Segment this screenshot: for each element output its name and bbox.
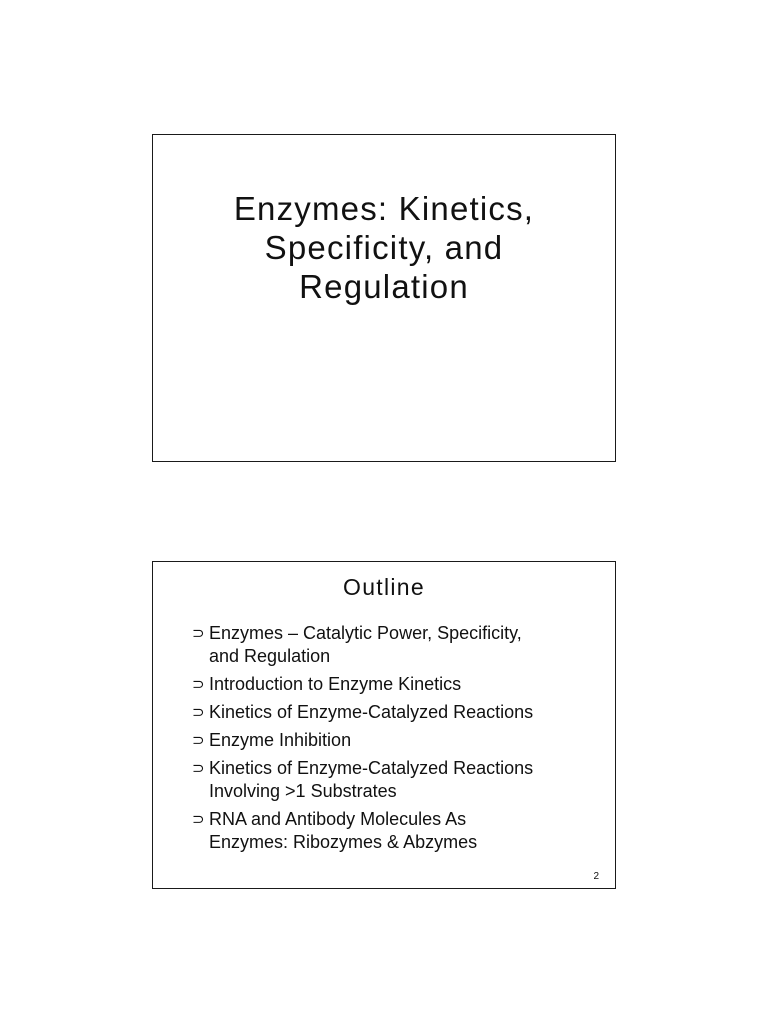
arrow-bullet-icon: ⊃ [192, 759, 205, 777]
arrow-bullet-icon: ⊃ [192, 675, 205, 693]
title-slide [152, 134, 616, 462]
list-item-text: Enzymes: Ribozymes & Abzymes [209, 832, 478, 852]
arrow-bullet-icon: ⊃ [192, 703, 205, 721]
list-item [192, 757, 605, 803]
title-line: Regulation [299, 268, 469, 305]
outline-list [192, 622, 605, 859]
title-line: Enzymes: Kinetics, [233, 190, 535, 227]
outline-heading: Outline [343, 574, 425, 600]
list-item [192, 622, 605, 668]
list-item-text: Enzymes – Catalytic Power, Specificity, [209, 623, 522, 643]
arrow-bullet-icon: ⊃ [192, 624, 205, 642]
outline-slide [152, 561, 616, 889]
list-item-text: Enzyme Inhibition [209, 730, 352, 750]
arrow-bullet-icon: ⊃ [192, 731, 205, 749]
list-item-text: Kinetics of Enzyme-Catalyzed Reactions [209, 702, 534, 722]
list-item-text: and Regulation [209, 646, 331, 666]
list-item [192, 701, 605, 724]
list-item-text: Involving >1 Substrates [209, 781, 397, 801]
list-item [192, 673, 605, 696]
list-item-text: Kinetics of Enzyme-Catalyzed Reactions [209, 758, 534, 778]
arrow-bullet-icon: ⊃ [192, 810, 205, 828]
list-item-text: RNA and Antibody Molecules As [209, 809, 467, 829]
slide-title [153, 189, 615, 306]
list-item [192, 729, 605, 752]
page-number: 2 [593, 871, 599, 882]
title-line: Specificity, and [264, 229, 504, 266]
list-item [192, 808, 605, 854]
list-item-text: Introduction to Enzyme Kinetics [209, 674, 462, 694]
